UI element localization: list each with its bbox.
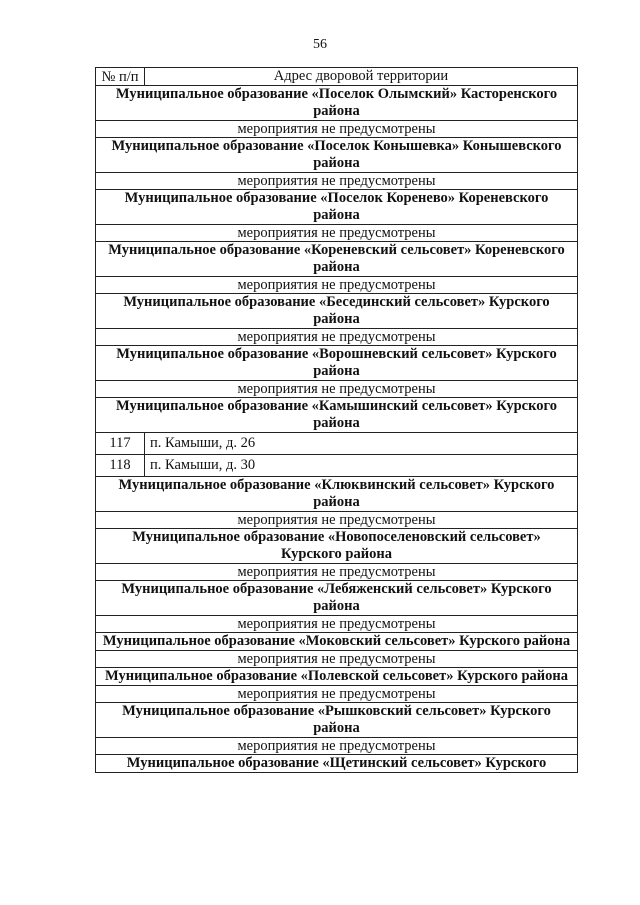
municipality-name: Муниципальное образование «Поселок Коренево» Кореневского района — [96, 190, 578, 225]
no-measures-note: мероприятия не предусмотрены — [96, 121, 578, 138]
column-header-address: Адрес дворовой территории — [145, 68, 578, 86]
municipality-row — [96, 294, 578, 329]
address-row — [96, 455, 578, 477]
municipality-row — [96, 86, 578, 121]
table-body — [96, 86, 578, 773]
column-header-number: № п/п — [96, 68, 145, 86]
no-measures-note: мероприятия не предусмотрены — [96, 686, 578, 703]
municipality-row — [96, 242, 578, 277]
no-measures-note: мероприятия не предусмотрены — [96, 738, 578, 755]
no-measures-row — [96, 512, 578, 529]
table-header-row — [96, 68, 578, 86]
no-measures-row — [96, 381, 578, 398]
municipality-row — [96, 581, 578, 616]
municipality-row — [96, 398, 578, 433]
no-measures-row — [96, 225, 578, 242]
municipality-name: Муниципальное образование «Кореневский сельсовет» Кореневского района — [96, 242, 578, 277]
no-measures-row — [96, 277, 578, 294]
territory-table — [95, 67, 578, 773]
no-measures-row — [96, 121, 578, 138]
no-measures-note: мероприятия не предусмотрены — [96, 173, 578, 190]
page-number: 56 — [313, 37, 327, 52]
no-measures-row — [96, 738, 578, 755]
address-row — [96, 433, 578, 455]
municipality-name: Муниципальное образование «Новопоселеновский сельсовет» Курского района — [96, 529, 578, 564]
municipality-name: Муниципальное образование «Моковский сельсовет» Курского района — [96, 633, 578, 651]
municipality-name: Муниципальное образование «Полевской сельсовет» Курского района — [96, 668, 578, 686]
municipality-row — [96, 755, 578, 773]
municipality-name: Муниципальное образование «Ворошневский сельсовет» Курского района — [96, 346, 578, 381]
no-measures-note: мероприятия не предусмотрены — [96, 616, 578, 633]
municipality-name: Муниципальное образование «Камышинский сельсовет» Курского района — [96, 398, 578, 433]
municipality-row — [96, 668, 578, 686]
no-measures-note: мероприятия не предусмотрены — [96, 564, 578, 581]
municipality-row — [96, 477, 578, 512]
municipality-row — [96, 703, 578, 738]
municipality-name: Муниципальное образование «Рышковский сельсовет» Курского района — [96, 703, 578, 738]
address-cell: п. Камыши, д. 26 — [145, 433, 578, 455]
municipality-row — [96, 346, 578, 381]
no-measures-note: мероприятия не предусмотрены — [96, 225, 578, 242]
no-measures-note: мероприятия не предусмотрены — [96, 329, 578, 346]
municipality-row — [96, 529, 578, 564]
municipality-name: Муниципальное образование «Бесединский сельсовет» Курского района — [96, 294, 578, 329]
no-measures-note: мероприятия не предусмотрены — [96, 651, 578, 668]
no-measures-note: мероприятия не предусмотрены — [96, 512, 578, 529]
no-measures-row — [96, 564, 578, 581]
municipality-row — [96, 138, 578, 173]
municipality-name: Муниципальное образование «Поселок Конышевка» Конышевского района — [96, 138, 578, 173]
municipality-name: Муниципальное образование «Щетинский сельсовет» Курского — [96, 755, 578, 773]
no-measures-row — [96, 651, 578, 668]
address-cell: п. Камыши, д. 30 — [145, 455, 578, 477]
municipality-row — [96, 190, 578, 225]
municipality-name: Муниципальное образование «Поселок Олымский» Касторенского района — [96, 86, 578, 121]
no-measures-row — [96, 329, 578, 346]
no-measures-note: мероприятия не предусмотрены — [96, 381, 578, 398]
row-number: 117 — [96, 433, 145, 455]
municipality-name: Муниципальное образование «Лебяженский сельсовет» Курского района — [96, 581, 578, 616]
municipality-row — [96, 633, 578, 651]
no-measures-row — [96, 686, 578, 703]
no-measures-note: мероприятия не предусмотрены — [96, 277, 578, 294]
municipality-name: Муниципальное образование «Клюквинский сельсовет» Курского района — [96, 477, 578, 512]
no-measures-row — [96, 173, 578, 190]
row-number: 118 — [96, 455, 145, 477]
no-measures-row — [96, 616, 578, 633]
